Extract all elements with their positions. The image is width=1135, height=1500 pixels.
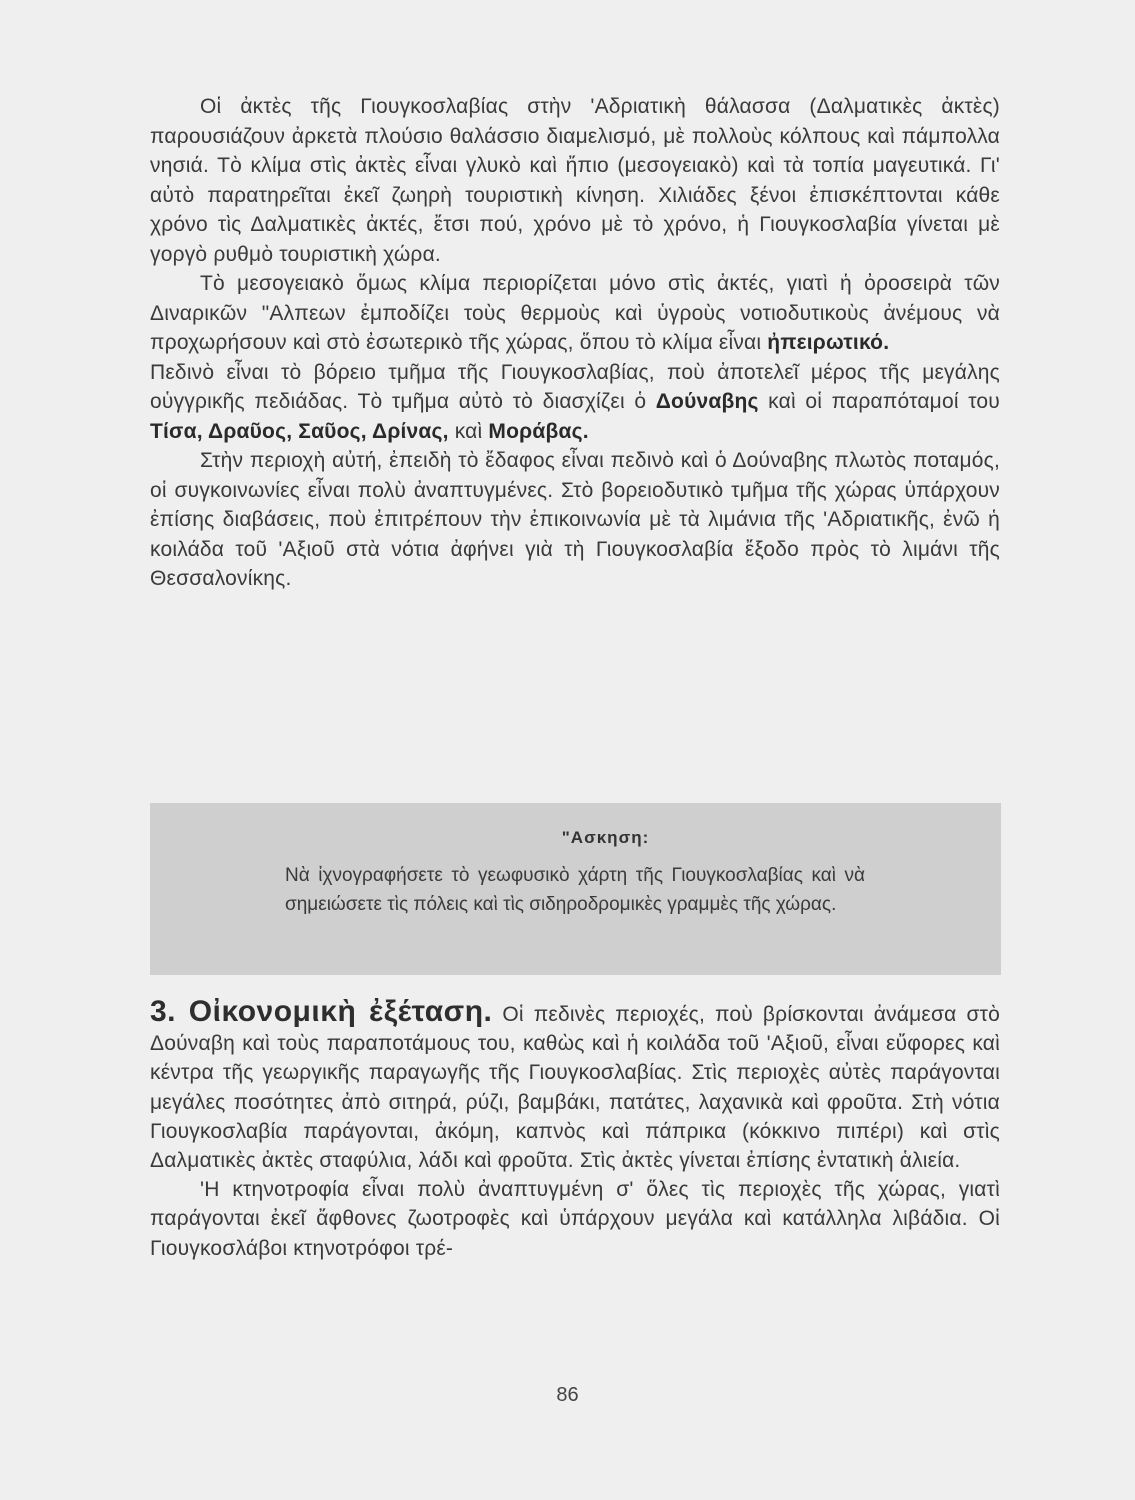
exercise-box xyxy=(150,803,1001,975)
economic-section xyxy=(150,997,1000,1263)
paragraph-plains-text: Πεδινὸ εἶναι τὸ βόρειο τμῆμα τῆς Γιουγκοσλαβίας, ποὺ ἀποτελεῖ μέρος τῆς μεγάλης οὑγγρικῆς πεδιάδας. Τὸ τμῆμα αὐτὸ τὸ διασχίζει ὁ xyxy=(150,360,1000,413)
term-morava: Μοράβας. xyxy=(488,419,589,443)
paragraph-coasts: Οἱ ἀκτὲς τῆς Γιουγκοσλαβίας στὴν 'Αδριατικὴ θάλασσα (Δαλματικὲς ἀκτὲς) παρουσιάζουν ἀρκετὰ πλούσιο θαλάσσιο διαμελισμό, μὲ πολλοὺς κόλπους καὶ πάμπολλα νησιά. Τὸ κλίμα στὶς ἀκτὲς εἶναι γλυκὸ καὶ ἤπιο (μεσογειακὸ) καὶ τὰ τοπία μαγευτικά. Γι' αὐτὸ παρατηρεῖται ἐκεῖ ζωηρὴ τουριστικὴ κίνηση. Χιλιάδες ξένοι ἐπισκέπτονται κάθε χρόνο τὶς Δαλματικὲς ἀκτές, ἔτσι πού, χρόνο μὲ τὸ χρόνο, ἡ Γιουγκοσλαβία γίνεται μὲ γοργὸ ρυθμὸ τουριστικὴ χώρα. xyxy=(150,95,1000,266)
paragraph-plains-text-2: καὶ οἱ παραπόταμοί του xyxy=(758,390,1000,413)
paragraph-climate-text: Τὸ μεσογειακὸ ὅμως κλίμα περιορίζεται μόνο στὶς ἀκτές, γιατὶ ἡ ὀροσειρὰ τῶν Διναρικῶν "Αλπεων ἐμποδίζει τοὺς θερμοὺς καὶ ὑγροὺς νοτιοδυτικοὺς ἀνέμους νὰ προχωρήσουν καὶ στὸ ἐσωτερικὸ τῆς χώρας, ὅπου τὸ κλίμα εἶναι xyxy=(150,272,1000,354)
exercise-body: Νὰ ἰχνογραφήσετε τὸ γεωφυσικὸ χάρτη τῆς Γιουγκοσλαβίας καὶ νὰ σημειώσετε τὶς πόλεις καὶ τὶς σιδηροδρομικὲς γραμμὲς τῆς χώρας. xyxy=(285,865,865,915)
paragraph-plains-text-3: καὶ xyxy=(448,419,489,443)
term-continental: ἠπειρωτικό. xyxy=(767,331,890,354)
section-paragraph-1-text: Οἱ πεδινὲς περιοχές, ποὺ βρίσκονται ἀνάμεσα στὸ Δούναβη καὶ τοὺς παραποτάμους του, καθὼς καὶ ἡ κοιλάδα τοῦ 'Αξιοῦ, εἶναι εὔφορες καὶ κέντρα τῆς γεωργικῆς παραγωγῆς τῆς Γιουγκοσλαβίας. Στὶς περιοχὲς αὐτὲς παράγονται μεγάλες ποσότητες ἀπὸ σιτηρά, ρύζι, βαμβάκι, πατάτες, λαχανικὰ καὶ φροῦτα. Στὴ νότια Γιουγκοσλαβία παράγονται, ἀκόμη, καπνὸς καὶ πάπρικα (κόκκινο πιπέρι) καὶ στὶς Δαλματικὲς ἀκτὲς σταφύλια, λάδι καὶ φροῦτα. Στὶς ἀκτὲς γίνεται ἐπίσης ἐντατικὴ ἁλιεία. xyxy=(150,1003,1000,1173)
paragraph-climate xyxy=(150,269,1000,358)
section-paragraph-1 xyxy=(150,997,1000,1175)
term-danube: Δούναβης xyxy=(655,390,759,413)
term-tributaries: Τίσα, Δραῦος, Σαῦος, Δρίνας, xyxy=(150,419,449,443)
section-paragraph-2: 'Η κτηνοτροφία εἶναι πολὺ ἀναπτυγμένη σ' ὅλες τὶς περιοχὲς τῆς χώρας, γιατὶ παράγονται ἐκεῖ ἄφθονες ζωοτροφὲς καὶ ὑπάρχουν μεγάλα καὶ κατάλληλα λιβάδια. Οἱ Γιουγκοσλάβοι κτηνοτρόφοι τρέ- xyxy=(150,1178,1000,1260)
page-number: 86 xyxy=(556,1384,579,1406)
paragraph-transport: Στὴν περιοχὴ αὐτή, ἐπειδὴ τὸ ἔδαφος εἶναι πεδινὸ καὶ ὁ Δούναβης πλωτὸς ποταμός, οἱ συγκοινωνίες εἶναι πολὺ ἀναπτυγμένες. Στὸ βορειοδυτικὸ τμῆμα τῆς χώρας ὑπάρχουν ἐπίσης διαβάσεις, ποὺ ἐπιτρέπουν τὴν ἐπικοινωνία μὲ τὰ λιμάνια τῆς 'Αδριατικῆς, ἐνῶ ἡ κοιλάδα τοῦ 'Αξιοῦ στὰ νότια ἀφήνει γιὰ τὴ Γιουγκοσλαβία ἔξοδο πρὸς τὸ λιμάνι τῆς Θεσσαλονίκης. xyxy=(150,449,1000,590)
paragraph-plains xyxy=(150,358,1000,447)
exercise-title: "Ασκηση: xyxy=(561,828,650,847)
section-heading: 3. Οἰκονομικὴ ἐξέταση. xyxy=(150,995,493,1028)
body-text xyxy=(150,92,1000,594)
